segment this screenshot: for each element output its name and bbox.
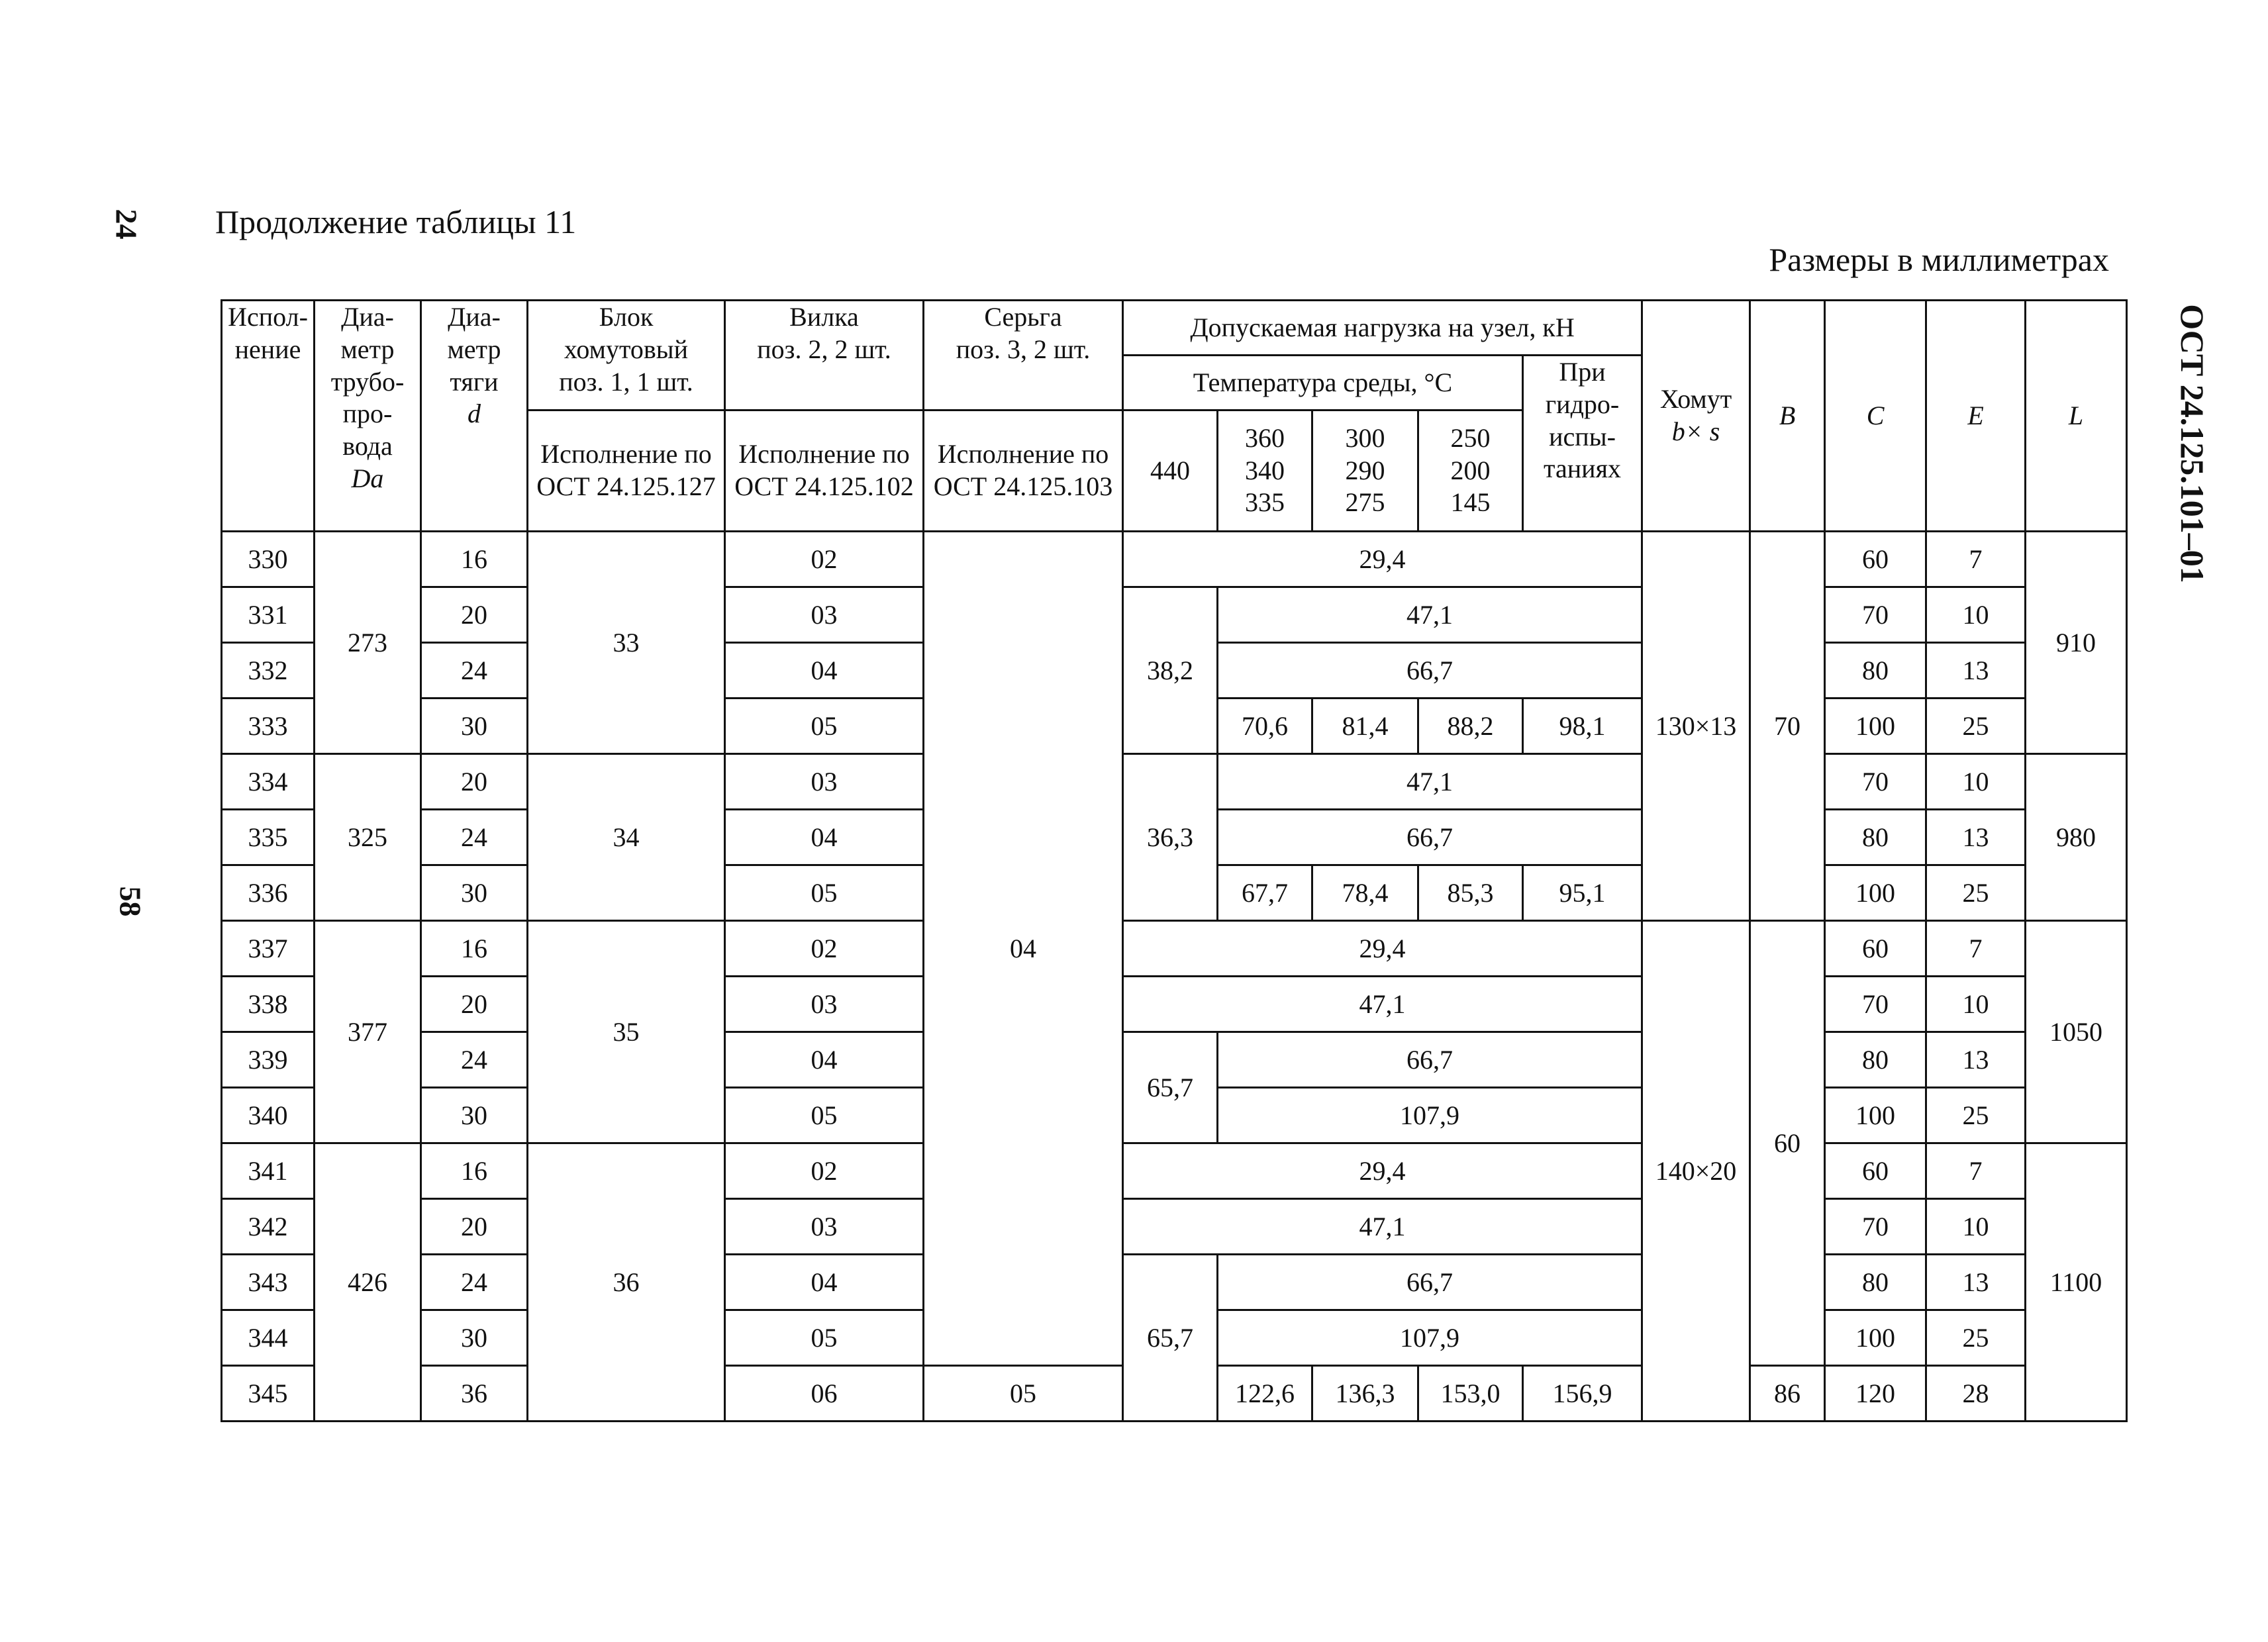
header-temp-a: 360 340 335	[1218, 410, 1312, 532]
cell-d: 30	[421, 1310, 528, 1366]
cell-E: 25	[1926, 1088, 2026, 1143]
cell-E: 25	[1926, 699, 2026, 754]
cell-khomut: 140×20	[1642, 921, 1750, 1422]
cell-E: 10	[1926, 977, 2026, 1032]
table-row	[222, 1143, 2127, 1199]
cell-C: 60	[1825, 532, 1926, 587]
cell-isp: 341	[222, 1143, 315, 1199]
cell-C: 120	[1825, 1366, 1926, 1422]
cell-load: 47,1	[1218, 587, 1642, 643]
document-code: ОСТ 24.125.101–01	[2174, 304, 2211, 583]
cell-vilka: 04	[725, 1255, 924, 1310]
cell-load-440: 65,7	[1123, 1255, 1218, 1422]
page-number-top: 24	[109, 209, 144, 240]
page-number-middle: 58	[113, 886, 148, 917]
cell-vilka: 05	[725, 699, 924, 754]
specs-table	[221, 299, 2128, 1422]
cell-d: 30	[421, 699, 528, 754]
table-row	[222, 587, 2127, 643]
cell-d: 20	[421, 587, 528, 643]
cell-d: 16	[421, 921, 528, 977]
cell-isp: 339	[222, 1032, 315, 1088]
cell-C: 100	[1825, 1310, 1926, 1366]
cell-load-b: 136,3	[1312, 1366, 1418, 1422]
table-row	[222, 921, 2127, 977]
cell-load-c: 85,3	[1418, 865, 1523, 921]
header-B: B	[1750, 301, 1825, 532]
cell-load-440: 38,2	[1123, 587, 1218, 754]
cell-C: 70	[1825, 587, 1926, 643]
cell-vilka: 03	[725, 587, 924, 643]
cell-isp: 330	[222, 532, 315, 587]
cell-load-c: 153,0	[1418, 1366, 1523, 1422]
cell-E: 28	[1926, 1366, 2026, 1422]
cell-vilka: 03	[725, 1199, 924, 1255]
cell-vilka: 05	[725, 1088, 924, 1143]
header-khomut: Хомут b× s	[1642, 301, 1750, 532]
cell-E: 10	[1926, 754, 2026, 810]
cell-load: 66,7	[1218, 810, 1642, 865]
cell-serga: 05	[924, 1366, 1123, 1422]
cell-C: 80	[1825, 1255, 1926, 1310]
cell-da: 426	[315, 1143, 421, 1422]
cell-load-a: 70,6	[1218, 699, 1312, 754]
cell-blok: 34	[528, 754, 725, 921]
cell-load: 29,4	[1123, 1143, 1642, 1199]
cell-isp: 342	[222, 1199, 315, 1255]
cell-d: 20	[421, 754, 528, 810]
cell-d: 30	[421, 865, 528, 921]
cell-C: 70	[1825, 977, 1926, 1032]
cell-C: 60	[1825, 1143, 1926, 1199]
header-ost-103: Исполнение по ОСТ 24.125.103	[924, 410, 1123, 532]
cell-isp: 338	[222, 977, 315, 1032]
cell-E: 10	[1926, 587, 2026, 643]
cell-C: 80	[1825, 643, 1926, 699]
header-temp-c: 250 200 145	[1418, 410, 1523, 532]
cell-C: 100	[1825, 865, 1926, 921]
cell-vilka: 03	[725, 754, 924, 810]
cell-E: 13	[1926, 1255, 2026, 1310]
cell-vilka: 03	[725, 977, 924, 1032]
cell-load-a: 67,7	[1218, 865, 1312, 921]
cell-load-b: 78,4	[1312, 865, 1418, 921]
cell-B: 86	[1750, 1366, 1825, 1422]
cell-load-hydro: 98,1	[1523, 699, 1642, 754]
cell-E: 7	[1926, 921, 2026, 977]
cell-C: 100	[1825, 699, 1926, 754]
cell-load: 47,1	[1123, 977, 1642, 1032]
header-ost-102: Исполнение по ОСТ 24.125.102	[725, 410, 924, 532]
cell-load: 66,7	[1218, 1255, 1642, 1310]
header-L: L	[2026, 301, 2127, 532]
header-ispolnenie: Испол-нение	[222, 301, 315, 532]
cell-vilka: 04	[725, 810, 924, 865]
cell-load: 47,1	[1218, 754, 1642, 810]
cell-C: 60	[1825, 921, 1926, 977]
cell-isp: 332	[222, 643, 315, 699]
table-row	[222, 1255, 2127, 1310]
cell-blok: 36	[528, 1143, 725, 1422]
table-row	[222, 977, 2127, 1032]
cell-E: 10	[1926, 1199, 2026, 1255]
cell-da: 273	[315, 532, 421, 754]
header-hydro: При гидро- испы- таниях	[1523, 356, 1642, 532]
header-temperature: Температура среды, °С	[1123, 356, 1523, 410]
header-blok: Блок хомутовый поз. 1, 1 шт.	[528, 301, 725, 410]
header-load: Допускаемая нагрузка на узел, кН	[1123, 301, 1642, 356]
cell-blok: 35	[528, 921, 725, 1143]
cell-E: 25	[1926, 1310, 2026, 1366]
cell-isp: 331	[222, 587, 315, 643]
cell-vilka: 02	[725, 1143, 924, 1199]
cell-serga: 04	[924, 532, 1123, 1366]
cell-load-hydro: 95,1	[1523, 865, 1642, 921]
cell-C: 70	[1825, 1199, 1926, 1255]
cell-C: 70	[1825, 754, 1926, 810]
header-diameter-pipe: Диа- метр трубо- про- вода Da	[315, 301, 421, 532]
cell-d: 24	[421, 810, 528, 865]
cell-d: 16	[421, 532, 528, 587]
cell-d: 30	[421, 1088, 528, 1143]
table-caption: Продолжение таблицы 11	[215, 203, 577, 240]
cell-d: 36	[421, 1366, 528, 1422]
cell-d: 20	[421, 1199, 528, 1255]
cell-load-hydro: 156,9	[1523, 1366, 1642, 1422]
header-C: C	[1825, 301, 1926, 532]
cell-C: 80	[1825, 810, 1926, 865]
cell-load: 66,7	[1218, 1032, 1642, 1088]
cell-B: 70	[1750, 532, 1825, 921]
cell-d: 24	[421, 1255, 528, 1310]
cell-load-b: 81,4	[1312, 699, 1418, 754]
table-row	[222, 1199, 2127, 1255]
header-ost-127: Исполнение по ОСТ 24.125.127	[528, 410, 725, 532]
cell-d: 24	[421, 1032, 528, 1088]
table-row	[222, 1032, 2127, 1088]
cell-E: 13	[1926, 1032, 2026, 1088]
cell-d: 16	[421, 1143, 528, 1199]
cell-isp: 344	[222, 1310, 315, 1366]
cell-load: 29,4	[1123, 532, 1642, 587]
header-E: E	[1926, 301, 2026, 532]
cell-L: 980	[2026, 754, 2127, 921]
header-vilka: Вилка поз. 2, 2 шт.	[725, 301, 924, 410]
cell-isp: 345	[222, 1366, 315, 1422]
cell-isp: 333	[222, 699, 315, 754]
cell-vilka: 06	[725, 1366, 924, 1422]
cell-load: 107,9	[1218, 1310, 1642, 1366]
cell-blok: 33	[528, 532, 725, 754]
cell-load-a: 122,6	[1218, 1366, 1312, 1422]
cell-E: 13	[1926, 810, 2026, 865]
cell-load: 107,9	[1218, 1088, 1642, 1143]
cell-load-c: 88,2	[1418, 699, 1523, 754]
header-diameter-rod: Диа- метр тяги d	[421, 301, 528, 532]
cell-vilka: 04	[725, 1032, 924, 1088]
cell-isp: 336	[222, 865, 315, 921]
cell-E: 25	[1926, 865, 2026, 921]
table-row	[222, 532, 2127, 587]
cell-load: 29,4	[1123, 921, 1642, 977]
cell-vilka: 05	[725, 865, 924, 921]
cell-load-440: 36,3	[1123, 754, 1218, 921]
cell-E: 7	[1926, 532, 2026, 587]
cell-isp: 335	[222, 810, 315, 865]
units-note: Размеры в миллиметрах	[1769, 241, 2109, 278]
cell-L: 1100	[2026, 1143, 2127, 1422]
cell-d: 24	[421, 643, 528, 699]
header-temp-b: 300 290 275	[1312, 410, 1418, 532]
cell-load: 47,1	[1123, 1199, 1642, 1255]
cell-isp: 334	[222, 754, 315, 810]
cell-da: 325	[315, 754, 421, 921]
cell-E: 7	[1926, 1143, 2026, 1199]
header-serga: Серьга поз. 3, 2 шт.	[924, 301, 1123, 410]
cell-L: 910	[2026, 532, 2127, 754]
cell-C: 100	[1825, 1088, 1926, 1143]
cell-load: 66,7	[1218, 643, 1642, 699]
cell-isp: 337	[222, 921, 315, 977]
cell-load-440: 65,7	[1123, 1032, 1218, 1143]
cell-vilka: 02	[725, 532, 924, 587]
cell-L: 1050	[2026, 921, 2127, 1143]
cell-d: 20	[421, 977, 528, 1032]
cell-vilka: 02	[725, 921, 924, 977]
cell-khomut: 130×13	[1642, 532, 1750, 921]
cell-da: 377	[315, 921, 421, 1143]
cell-B: 60	[1750, 921, 1825, 1366]
cell-vilka: 04	[725, 643, 924, 699]
cell-vilka: 05	[725, 1310, 924, 1366]
cell-C: 80	[1825, 1032, 1926, 1088]
header-temp-440: 440	[1123, 410, 1218, 532]
table-row	[222, 754, 2127, 810]
cell-isp: 340	[222, 1088, 315, 1143]
cell-isp: 343	[222, 1255, 315, 1310]
cell-E: 13	[1926, 643, 2026, 699]
